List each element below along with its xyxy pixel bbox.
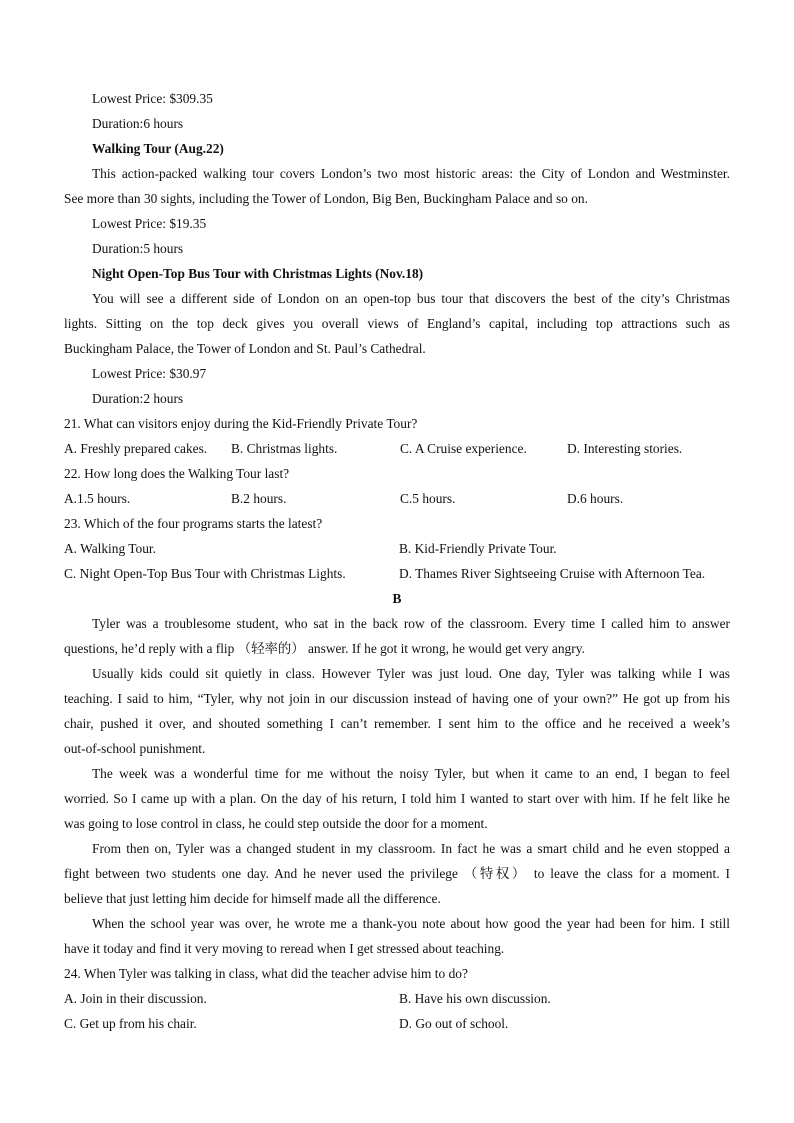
passage-line: chair, pushed it over, and shouted something I can’t remember. I sent him to the office and he received a week’s [64,716,730,731]
option-c: C. Night Open-Top Bus Tour with Christmas Lights. [64,566,346,581]
option-d: D. Interesting stories. [567,441,683,456]
question-23: 23. Which of the four programs starts the latest? [64,516,323,531]
document-page [64,86,730,1036]
passage-line: The week was a wonderful time for me without the noisy Tyler, but when it came to an end, I began to feel [92,766,730,781]
option-d: D. Thames River Sightseeing Cruise with Afternoon Tea. [399,566,706,581]
night-tour-duration: Duration:2 hours [92,391,184,406]
option-c: C. Get up from his chair. [64,1016,197,1031]
question-21: 21. What can visitors enjoy during the Kid-Friendly Private Tour? [64,416,418,431]
passage-line: From then on, Tyler was a changed student in my classroom. In fact he was a smart child and he even stopped a [92,841,730,856]
passage-line: questions, he’d reply with a flip （轻率的） answer. If he got it wrong, he would get very angry. [64,641,585,656]
passage-line: fight between two students one day. And he never used the privilege （特权） to leave the class for a moment. I [64,866,730,881]
walking-tour-desc-line: See more than 30 sights, including the Tower of London, Big Ben, Buckingham Palace and so on. [64,191,588,206]
night-tour-desc-line: Buckingham Palace, the Tower of London and St. Paul’s Cathedral. [64,341,426,356]
night-tour-desc-line: You will see a different side of London on an open-top bus tour that discovers the best of the city’s Christmas [92,291,730,306]
passage-line: Usually kids could sit quietly in class. However Tyler was just loud. One day, Tyler was talking while I was [92,666,730,681]
option-a: A. Walking Tour. [64,541,156,556]
walking-tour-price: Lowest Price: $19.35 [92,216,207,231]
night-tour-desc-line: lights. Sitting on the top deck gives you overall views of England’s capital, including top attractions such as [64,316,730,331]
question-23-options-row2 [64,561,730,586]
prev-tour-price: Lowest Price: $309.35 [92,91,213,106]
prev-tour-duration: Duration:6 hours [92,116,184,131]
option-a: A. Join in their discussion. [64,991,207,1006]
passage-line: worried. So I came up with a plan. On the day of his return, I told him I wanted to start over with him. If he felt like he [64,791,730,806]
walking-tour-desc-line: This action-packed walking tour covers London’s two most historic areas: the City of London and Westminster. [92,166,730,181]
question-24-options-row1 [64,986,730,1011]
question-22-options [64,486,730,511]
passage-line: teaching. I said to him, “Tyler, why not join in our discussion instead of having one of your own?” He got up from his [64,691,730,706]
passage-line: Tyler was a troublesome student, who sat in the back row of the classroom. Every time I called him to answer [92,616,730,631]
option-a: A.1.5 hours. [64,491,131,506]
walking-tour-duration: Duration:5 hours [92,241,184,256]
passage-line: When the school year was over, he wrote me a thank-you note about how good the year had been for him. I still [92,916,730,931]
option-c: C. A Cruise experience. [400,441,527,456]
question-23-options-row1 [64,536,730,561]
option-b: B. Have his own discussion. [399,991,551,1006]
night-tour-title: Night Open-Top Bus Tour with Christmas Lights (Nov.18) [92,266,424,281]
option-a: A. Freshly prepared cakes. [64,441,208,456]
night-tour-price: Lowest Price: $30.97 [92,366,207,381]
question-24-options-row2 [64,1011,730,1036]
option-b: B. Kid-Friendly Private Tour. [399,541,557,556]
passage-line: have it today and find it very moving to reread when I get stressed about teaching. [64,941,505,956]
passage-line: was going to lose control in class, he could step outside the door for a moment. [64,816,488,831]
option-b: B. Christmas lights. [231,441,338,456]
option-d: D.6 hours. [567,491,624,506]
option-b: B.2 hours. [231,491,287,506]
question-22: 22. How long does the Walking Tour last? [64,466,290,481]
walking-tour-title: Walking Tour (Aug.22) [92,141,224,156]
passage-line: out-of-school punishment. [64,741,206,756]
passage-line: believe that just letting him decide for himself made all the difference. [64,891,441,906]
question-21-options [64,436,730,461]
option-d: D. Go out of school. [399,1016,509,1031]
option-c: C.5 hours. [400,491,456,506]
question-24: 24. When Tyler was talking in class, what did the teacher advise him to do? [64,966,468,981]
section-heading-b: B [392,591,402,606]
